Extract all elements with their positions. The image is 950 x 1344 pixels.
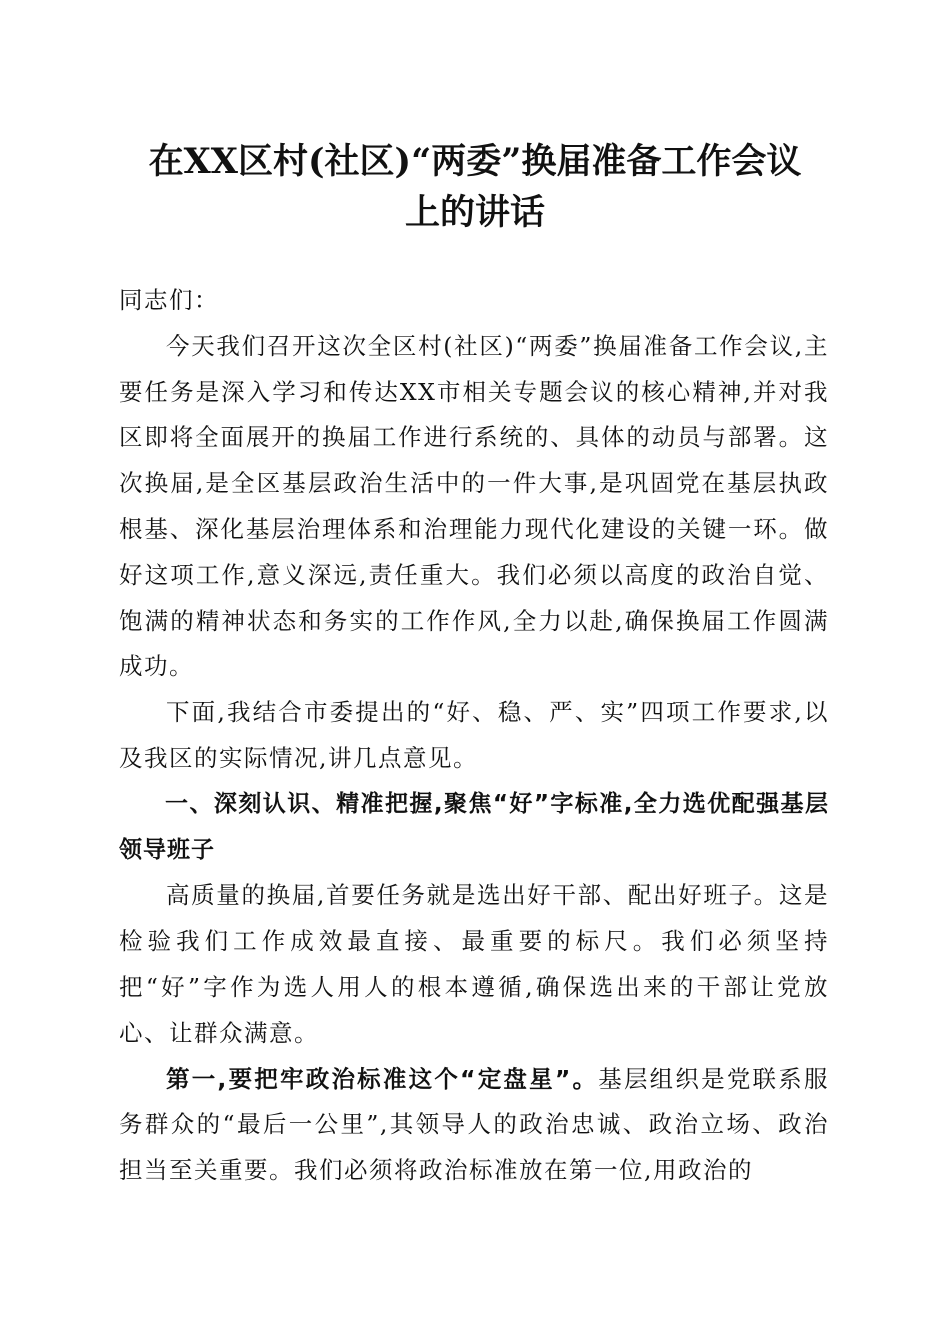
document-body (119, 278, 829, 1194)
title-line-1: 在XX区村(社区)“两委”换届准备工作会议 (148, 141, 802, 182)
paragraph-outline: 下面,我结合市委提出的“好、稳、严、实”四项工作要求,以及我区的实际情况,讲几点意见。 (119, 698, 829, 772)
paragraph-section-1-intro: 高质量的换届,首要任务就是选出好干部、配出好班子。这是检验我们工作成效最直接、最重要的标尺。我们必须坚持把“好”字作为选人用人的根本遵循,确保选出来的干部让党放心、让群众满意。 (119, 881, 829, 1047)
document-title (110, 136, 840, 238)
point-1-lead: 第一,要把牢政治标准这个“定盘星”。 (166, 1064, 599, 1093)
title-line-2: 上的讲话 (404, 192, 545, 233)
paragraph-point-1 (119, 1057, 829, 1194)
salutation: 同志们： (119, 286, 219, 314)
point-1-text: 基层组织是党联系服务群众的“最后一公里”,其领导人的政治忠诚、政治立场、政治担当至关重要。我们必须将政治标准放在第一位,用政治的 (119, 1064, 829, 1185)
section-heading-1: 一、深刻认识、精准把握,聚焦“好”字标准,全力选优配强基层领导班子 (119, 790, 829, 863)
paragraph-opening: 今天我们召开这次全区村(社区)“两委”换届准备工作会议,主要任务是深入学习和传达XX市相关专题会议的核心精神,并对我区即将全面展开的换届工作进行系统的、具体的动员与部署。这次换届,是全区基层政治生活中的一件大事,是巩固党在基层执政根基、深化基层治理体系和治理能力现代化建设的关键一环。做好这项工作,意义深远,责任重大。我们必须以高度的政治自觉、饱满的精神状态和务实的工作作风,全力以赴,确保换届工作圆满成功。 (119, 331, 829, 681)
